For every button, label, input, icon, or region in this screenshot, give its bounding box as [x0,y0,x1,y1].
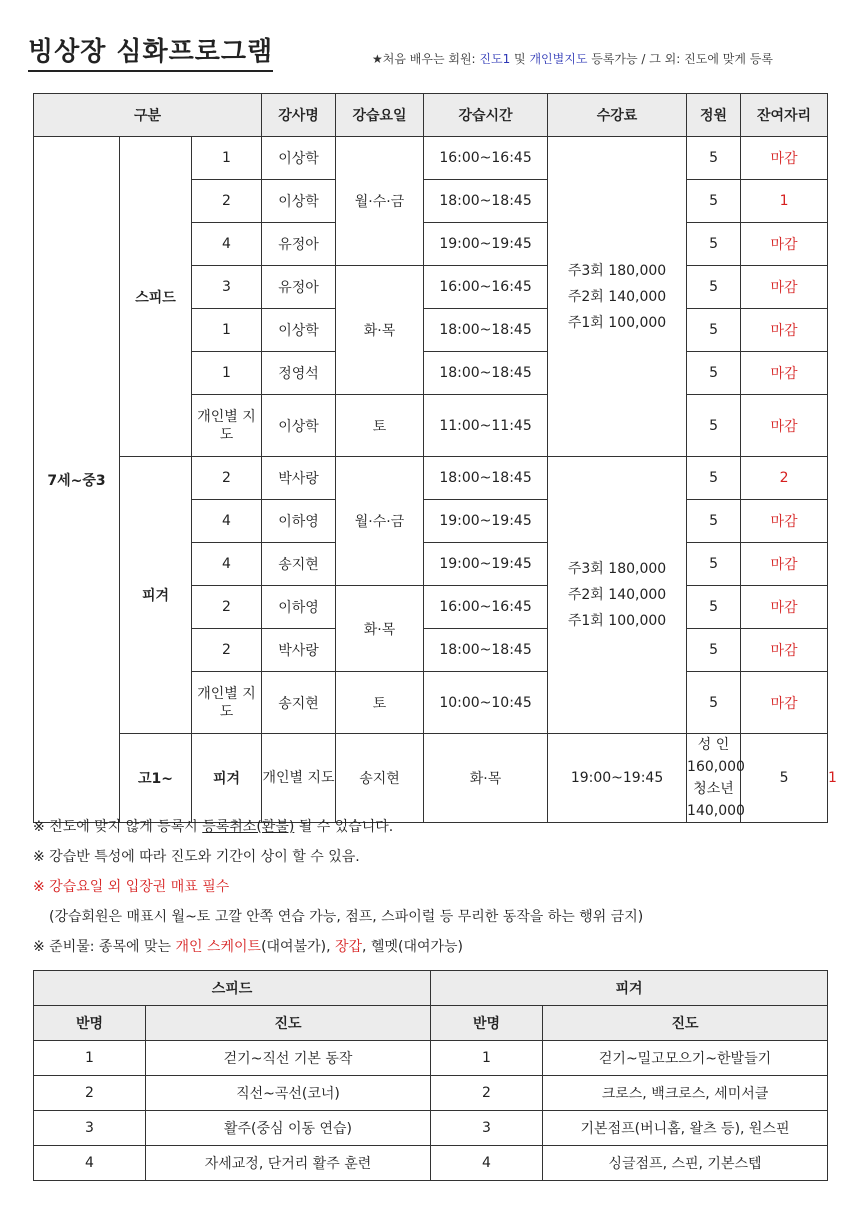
figure-level: 싱글점프, 스핀, 기본스텝 [543,1146,828,1181]
capacity-cell: 5 [687,543,741,586]
time-cell: 11:00~11:45 [424,395,548,457]
fee-3x: 주3회 180,000 [567,561,667,577]
level-cell: 1 [192,309,262,352]
instructor-cell: 유정아 [262,223,336,266]
table-row [34,457,828,500]
note-text: ※ 준비물: 종목에 맞는 [33,939,176,955]
capacity-cell: 5 [741,734,828,823]
speed-class: 4 [34,1146,146,1181]
class-header: 반명 [431,1006,543,1041]
figure-level: 기본점프(버니홉, 왈츠 등), 원스핀 [543,1111,828,1146]
level-cell: 4 [192,223,262,266]
figure-class: 4 [431,1146,543,1181]
days-cell: 화·목 [336,266,424,395]
note-line [33,812,833,842]
fee-cell-figure [548,457,687,734]
remaining-cell: 마감 [741,586,828,629]
remaining-cell: 마감 [741,629,828,672]
speed-class: 3 [34,1111,146,1146]
instructor-cell: 송지현 [262,672,336,734]
instructor-cell: 이상학 [262,395,336,457]
speed-level: 활주(중심 이동 연습) [146,1111,431,1146]
remaining-cell: 마감 [741,395,828,457]
note-skate: 개인 스케이트 [175,939,262,955]
level-cell: 4 [192,500,262,543]
figure-class: 2 [431,1076,543,1111]
level-cell: 개인별 지도 [192,395,262,457]
time-cell: 10:00~10:45 [424,672,548,734]
figure-level: 걷기~밀고모으기~한발들기 [543,1041,828,1076]
level-cell: 개인별 지도 [192,672,262,734]
time-cell: 18:00~18:45 [424,180,548,223]
capacity-cell: 5 [687,223,741,266]
days-cell: 토 [336,395,424,457]
progress-speed-header: 스피드 [34,971,431,1006]
time-cell: 18:00~18:45 [424,352,548,395]
instructor-cell: 이하영 [262,500,336,543]
header-capacity: 정원 [687,94,741,137]
page-title: 빙상장 심화프로그램 [28,36,273,72]
note-private: 개인별지도 [529,52,588,66]
note-and: 및 [510,52,530,66]
capacity-cell: 5 [687,137,741,180]
fee-1x: 주1회 100,000 [567,613,667,629]
table-header-row [34,94,828,137]
time-cell: 18:00~18:45 [424,309,548,352]
instructor-cell: 송지현 [336,734,424,823]
schedule-table [33,93,837,823]
instructor-cell: 이하영 [262,586,336,629]
remaining-cell: 마감 [741,672,828,734]
capacity-cell: 5 [687,672,741,734]
instructor-cell: 송지현 [262,543,336,586]
note-text: , 헬멧(대여가능) [362,939,464,955]
table-row [34,137,828,180]
time-cell: 19:00~19:45 [424,223,548,266]
remaining-cell: 마감 [741,137,828,180]
header-category: 구분 [34,94,262,137]
instructor-cell: 박사랑 [262,629,336,672]
remaining-cell: 마감 [741,266,828,309]
header-time: 강습시간 [424,94,548,137]
progress-row [34,1076,828,1111]
instructor-cell: 박사랑 [262,457,336,500]
note-line: ※ 강습반 특성에 따라 진도와 기간이 상이 할 수 있음. [33,849,360,865]
instructor-cell: 이상학 [262,180,336,223]
time-cell: 16:00~16:45 [424,137,548,180]
progress-row [34,1041,828,1076]
capacity-cell: 5 [687,500,741,543]
note-prefix: ★처음 배우는 회원: [372,52,480,66]
level-cell: 2 [192,180,262,223]
speed-level: 걷기~직선 기본 동작 [146,1041,431,1076]
age-group-kids: 7세~중3 [34,137,120,823]
figure-level: 크로스, 백크로스, 세미서클 [543,1076,828,1111]
speed-class: 2 [34,1076,146,1111]
note-text: (대여불가), [261,939,335,955]
note-line: (강습회원은 매표시 월~토 고깔 안쪽 연습 가능, 점프, 스파이럴 등 무리한 동작을 하는 행위 금지) [49,909,644,925]
remaining-cell: 마감 [741,500,828,543]
level-header: 진도 [146,1006,431,1041]
speed-level: 직선~곡선(코너) [146,1076,431,1111]
note-text: ※ 진도에 맞지 않게 등록시 [33,819,203,835]
capacity-cell: 5 [687,266,741,309]
progress-figure-header: 피겨 [431,971,828,1006]
remaining-cell: 2 [741,457,828,500]
progress-row [34,1111,828,1146]
instructor-cell: 정영석 [262,352,336,395]
fee-youth: 청소년 140,000 [687,781,745,819]
capacity-cell: 5 [687,352,741,395]
note-line [33,932,833,962]
time-cell: 18:00~18:45 [424,629,548,672]
age-group-high: 고1~ [120,734,192,823]
level-cell: 2 [192,586,262,629]
capacity-cell: 5 [687,309,741,352]
capacity-cell: 5 [687,629,741,672]
days-cell: 화·목 [424,734,548,823]
level-cell: 2 [192,457,262,500]
progress-subheader-row [34,1006,828,1041]
speed-class: 1 [34,1041,146,1076]
note-text: 될 수 있습니다. [294,819,394,835]
level-cell: 4 [192,543,262,586]
capacity-cell: 5 [687,395,741,457]
header-fee: 수강료 [548,94,687,137]
instructor-cell: 이상학 [262,309,336,352]
fee-adult: 성 인 160,000 [687,737,745,775]
time-cell: 16:00~16:45 [424,586,548,629]
note-line-warning: ※ 강습요일 외 입장권 매표 필수 [33,879,230,895]
capacity-cell: 5 [687,457,741,500]
table-row: 고1~ 피겨 개인별 지도 송지현 화·목 19:00~19:45 성 인 160,000 청소년 140,000 5 1 [34,734,828,823]
speed-level: 자세교정, 단거리 활주 훈련 [146,1146,431,1181]
level-cell: 2 [192,629,262,672]
figure-class: 3 [431,1111,543,1146]
capacity-cell: 5 [687,180,741,223]
fee-1x: 주1회 100,000 [567,314,667,331]
time-cell: 18:00~18:45 [424,457,548,500]
time-cell: 19:00~19:45 [424,543,548,586]
progress-header-row [34,971,828,1006]
instructor-cell: 유정아 [262,266,336,309]
fee-cell-high [687,734,745,823]
time-cell: 19:00~19:45 [548,734,687,823]
instructor-cell: 이상학 [262,137,336,180]
sport-figure-high: 피겨 [192,734,262,823]
note-level1: 진도1 [479,52,511,66]
level-cell: 1 [192,352,262,395]
progress-row [34,1146,828,1181]
days-cell: 화·목 [336,586,424,672]
remaining-cell: 마감 [741,352,828,395]
level-cell: 1 [192,137,262,180]
remaining-cell: 마감 [741,223,828,266]
level-header: 진도 [543,1006,828,1041]
capacity-cell: 5 [687,586,741,629]
time-cell: 16:00~16:45 [424,266,548,309]
days-cell: 월·수·금 [336,457,424,586]
header-instructor: 강사명 [262,94,336,137]
progress-table [33,970,828,1181]
level-cell: 개인별 지도 [262,734,336,823]
remaining-cell: 1 [741,180,828,223]
header-days: 강습요일 [336,94,424,137]
fee-2x: 주2회 140,000 [567,288,667,305]
fee-2x: 주2회 140,000 [567,587,667,603]
sport-figure: 피겨 [120,457,192,734]
days-cell: 토 [336,672,424,734]
level-cell: 3 [192,266,262,309]
figure-class: 1 [431,1041,543,1076]
fee-3x: 주3회 180,000 [567,262,667,279]
sport-speed: 스피드 [120,137,192,457]
header-remaining: 잔여자리 [741,94,828,137]
note-refund: 등록취소(환불) [202,819,295,835]
remaining-cell: 마감 [741,309,828,352]
registration-note [372,50,773,67]
fee-cell-speed [548,137,687,457]
notes-section [33,812,833,962]
time-cell: 19:00~19:45 [424,500,548,543]
days-cell: 월·수·금 [336,137,424,266]
note-middle: 등록가능 / 그 외: 진도에 맞게 등록 [587,52,773,66]
note-gloves: 장갑 [334,939,363,955]
remaining-cell: 마감 [741,543,828,586]
class-header: 반명 [34,1006,146,1041]
